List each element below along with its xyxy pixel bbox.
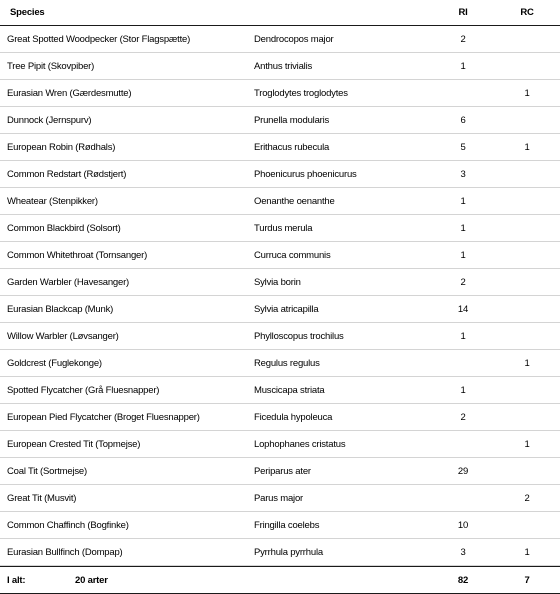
species-name: Willow Warbler (Løvsanger) — [7, 330, 119, 342]
latin-name: Fringilla coelebs — [254, 519, 320, 531]
latin-name: Phoenicurus phoenicurus — [254, 168, 357, 180]
latin-name: Prunella modularis — [254, 114, 330, 126]
ri-count — [446, 485, 480, 511]
ri-count: 1 — [460, 222, 466, 234]
table-row — [0, 485, 560, 512]
species-name: Common Redstart (Rødstjert) — [7, 168, 127, 180]
latin-name: Lophophanes cristatus — [254, 438, 346, 450]
table-row — [0, 134, 560, 161]
table-row — [0, 242, 560, 269]
total-ri: 82 — [457, 574, 469, 586]
latin-name: Curruca communis — [254, 249, 331, 261]
species-name: Eurasian Blackcap (Munk) — [7, 303, 114, 315]
species-name: Coal Tit (Sortmejse) — [7, 465, 87, 477]
ri-count: 6 — [460, 114, 466, 126]
table-row — [0, 350, 560, 377]
latin-name: Parus major — [254, 492, 304, 504]
ri-count: 2 — [460, 276, 466, 288]
rc-count — [510, 404, 544, 430]
latin-name: Dendrocopos major — [254, 33, 334, 45]
latin-name: Turdus merula — [254, 222, 313, 234]
rc-count: 1 — [524, 357, 530, 369]
ri-count: 10 — [457, 519, 469, 531]
table-row — [0, 269, 560, 296]
ri-count: 5 — [460, 141, 466, 153]
ri-count — [446, 350, 480, 376]
ri-count — [446, 80, 480, 106]
species-name: Goldcrest (Fuglekonge) — [7, 357, 102, 369]
table-row — [0, 512, 560, 539]
rc-count — [510, 323, 544, 349]
species-name: Great Tit (Musvit) — [7, 492, 77, 504]
latin-name: Phylloscopus trochilus — [254, 330, 344, 342]
rc-count: 1 — [524, 141, 530, 153]
species-name: Common Whitethroat (Tornsanger) — [7, 249, 148, 261]
latin-name: Oenanthe oenanthe — [254, 195, 335, 207]
ri-count: 1 — [460, 60, 466, 72]
ri-count: 14 — [457, 303, 469, 315]
ri-count: 1 — [460, 384, 466, 396]
species-name: Eurasian Wren (Gærdesmutte) — [7, 87, 132, 99]
table-row — [0, 107, 560, 134]
table-row — [0, 404, 560, 431]
latin-name: Sylvia atricapilla — [254, 303, 319, 315]
latin-name: Sylvia borin — [254, 276, 301, 288]
latin-name: Pyrrhula pyrrhula — [254, 546, 323, 558]
rc-count — [510, 269, 544, 295]
rc-count — [510, 377, 544, 403]
latin-name: Anthus trivialis — [254, 60, 313, 72]
table-row — [0, 431, 560, 458]
table-row — [0, 296, 560, 323]
species-name: Spotted Flycatcher (Grå Fluesnapper) — [7, 384, 160, 396]
latin-name: Muscicapa striata — [254, 384, 325, 396]
ri-count: 1 — [460, 249, 466, 261]
latin-name: Erithacus rubecula — [254, 141, 330, 153]
table-body — [0, 26, 560, 566]
ri-count: 2 — [460, 33, 466, 45]
ri-count: 3 — [460, 168, 466, 180]
latin-name: Periparus ater — [254, 465, 311, 477]
ri-count: 1 — [460, 330, 466, 342]
total-species-count: 20 arter — [75, 574, 108, 586]
rc-count — [510, 242, 544, 268]
species-name: European Pied Flycatcher (Broget Fluesnapper) — [7, 411, 200, 423]
ri-count: 29 — [457, 465, 469, 477]
ri-count — [446, 431, 480, 457]
rc-count — [510, 188, 544, 214]
total-label: I alt: — [7, 574, 26, 586]
ri-count: 1 — [460, 195, 466, 207]
table-row — [0, 80, 560, 107]
table-row — [0, 215, 560, 242]
species-name: Tree Pipit (Skovpiber) — [7, 60, 95, 72]
rc-count — [510, 26, 544, 52]
rc-count: 1 — [524, 87, 530, 99]
table-row — [0, 161, 560, 188]
table-row — [0, 53, 560, 80]
table-row — [0, 539, 560, 566]
species-name: European Crested Tit (Topmejse) — [7, 438, 141, 450]
header-species: Species — [10, 7, 45, 18]
table-row — [0, 188, 560, 215]
rc-count — [510, 215, 544, 241]
latin-name: Regulus regulus — [254, 357, 320, 369]
table-row — [0, 377, 560, 404]
rc-count — [510, 107, 544, 133]
header-ri: RI — [458, 7, 468, 18]
table-row — [0, 458, 560, 485]
table-row — [0, 26, 560, 53]
rc-count — [510, 512, 544, 538]
species-name: Eurasian Bullfinch (Dompap) — [7, 546, 123, 558]
latin-name: Ficedula hypoleuca — [254, 411, 333, 423]
species-name: Dunnock (Jernspurv) — [7, 114, 92, 126]
ri-count: 3 — [460, 546, 466, 558]
header-rc: RC — [520, 7, 534, 18]
table-header-row — [0, 0, 560, 26]
rc-count: 2 — [524, 492, 530, 504]
total-row — [0, 566, 560, 594]
species-name: Garden Warbler (Havesanger) — [7, 276, 130, 288]
rc-count: 1 — [524, 546, 530, 558]
species-name: Common Chaffinch (Bogfinke) — [7, 519, 129, 531]
total-rc: 7 — [524, 574, 530, 586]
latin-name: Troglodytes troglodytes — [254, 87, 348, 99]
species-name: Wheatear (Stenpikker) — [7, 195, 98, 207]
rc-count: 1 — [524, 438, 530, 450]
rc-count — [510, 53, 544, 79]
ri-count: 2 — [460, 411, 466, 423]
species-name: Great Spotted Woodpecker (Stor Flagspætte) — [7, 33, 191, 45]
rc-count — [510, 458, 544, 484]
species-name: Common Blackbird (Solsort) — [7, 222, 121, 234]
table-row — [0, 323, 560, 350]
rc-count — [510, 161, 544, 187]
rc-count — [510, 296, 544, 322]
species-name: European Robin (Rødhals) — [7, 141, 116, 153]
